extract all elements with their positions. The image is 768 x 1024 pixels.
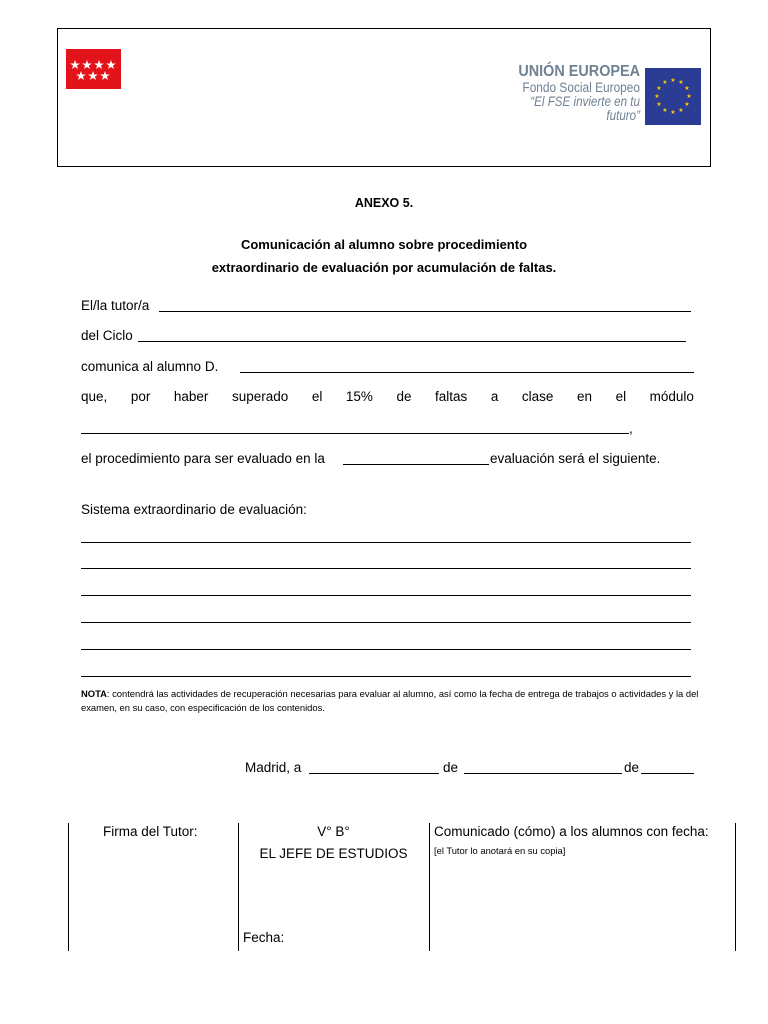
svg-text:★: ★ (684, 101, 690, 108)
module-word: faltas (435, 389, 468, 404)
ciclo-label: del Ciclo (81, 328, 133, 343)
svg-text:★: ★ (654, 93, 660, 100)
svg-text:★: ★ (684, 85, 690, 92)
vb-label: V° B° (317, 824, 350, 839)
module-word: de (396, 389, 412, 404)
svg-text:★: ★ (656, 101, 662, 108)
tutor-copy-note: [el Tutor lo anotará en su copia] (434, 845, 566, 856)
tutor-signature-label: Firma del Tutor: (103, 824, 198, 839)
system-field-line[interactable] (81, 568, 691, 569)
ciclo-field[interactable] (138, 341, 686, 342)
annex-heading: ANEXO 5. (354, 196, 414, 210)
svg-text:★: ★ (656, 85, 662, 92)
procedure-suffix: evaluación será el siguiente. (490, 451, 661, 466)
module-sentence (81, 389, 694, 405)
svg-text:★: ★ (662, 107, 668, 114)
tutor-label: El/la tutor/a (81, 298, 150, 313)
month-field[interactable] (464, 773, 622, 774)
module-word: superado (231, 389, 289, 404)
svg-text:★: ★ (678, 79, 684, 86)
module-word: 15% (345, 389, 373, 404)
svg-text:★: ★ (670, 109, 676, 116)
module-word: el (311, 389, 323, 404)
system-field-line[interactable] (81, 595, 691, 596)
module-comma: , (629, 421, 633, 436)
module-word: haber (173, 389, 209, 404)
table-divider (429, 823, 430, 951)
module-word: por (130, 389, 151, 404)
communicated-label: Comunicado (cómo) a los alumnos con fecha: (434, 824, 709, 839)
year-field[interactable] (641, 773, 694, 774)
alumno-field[interactable] (240, 372, 694, 373)
table-divider (238, 823, 239, 951)
place-de-1: de (443, 760, 459, 775)
module-word: a (490, 389, 499, 404)
system-field-line[interactable] (81, 649, 691, 650)
table-border-right (735, 823, 736, 951)
module-field[interactable] (81, 433, 629, 434)
eu-motto: “El FSE invierte en tu futuro” (530, 93, 640, 124)
svg-text:★: ★ (662, 79, 668, 86)
evaluation-period-field[interactable] (343, 464, 489, 465)
eu-fse-logo-text (470, 64, 640, 123)
module-word: el (615, 389, 627, 404)
head-of-studies-label: EL JEFE DE ESTUDIOS (259, 846, 408, 861)
note-text: : contendrá las actividades de recuperación necesarias para evaluar al alumno, así como la fecha de entrega de trabajos o actividades y la del examen, en su caso, con especificación de los contenidos. (81, 688, 699, 713)
place-de-2: de (624, 760, 640, 775)
date-label: Fecha: (243, 930, 285, 945)
module-word: clase (521, 389, 554, 404)
system-label: Sistema extraordinario de evaluación: (81, 502, 307, 517)
svg-text:★: ★ (670, 77, 676, 84)
tutor-field[interactable] (159, 311, 691, 312)
note-label: NOTA (81, 688, 107, 699)
eu-title: UNIÓN EUROPEA (518, 63, 640, 80)
comunidad-madrid-flag-icon (66, 49, 121, 89)
procedure-prefix: el procedimiento para ser evaluado en la (81, 451, 325, 466)
module-word: módulo (649, 389, 694, 404)
title-line-2: extraordinario de evaluación por acumulación de faltas. (211, 260, 557, 275)
eu-subtitle: Fondo Social Europeo (522, 79, 640, 95)
system-field-line[interactable] (81, 542, 691, 543)
title-line-1: Comunicación al alumno sobre procedimiento (240, 237, 528, 252)
eu-flag-icon (645, 68, 701, 125)
module-word: que, (81, 389, 108, 404)
alumno-label: comunica al alumno D. (81, 359, 219, 374)
day-field[interactable] (309, 773, 439, 774)
table-border-left (68, 823, 69, 951)
note-paragraph (81, 687, 701, 715)
place-prefix: Madrid, a (245, 760, 302, 775)
svg-text:★: ★ (678, 107, 684, 114)
svg-text:★: ★ (686, 93, 692, 100)
system-field-line[interactable] (81, 622, 691, 623)
system-field-line[interactable] (81, 676, 691, 677)
module-word: en (576, 389, 593, 404)
